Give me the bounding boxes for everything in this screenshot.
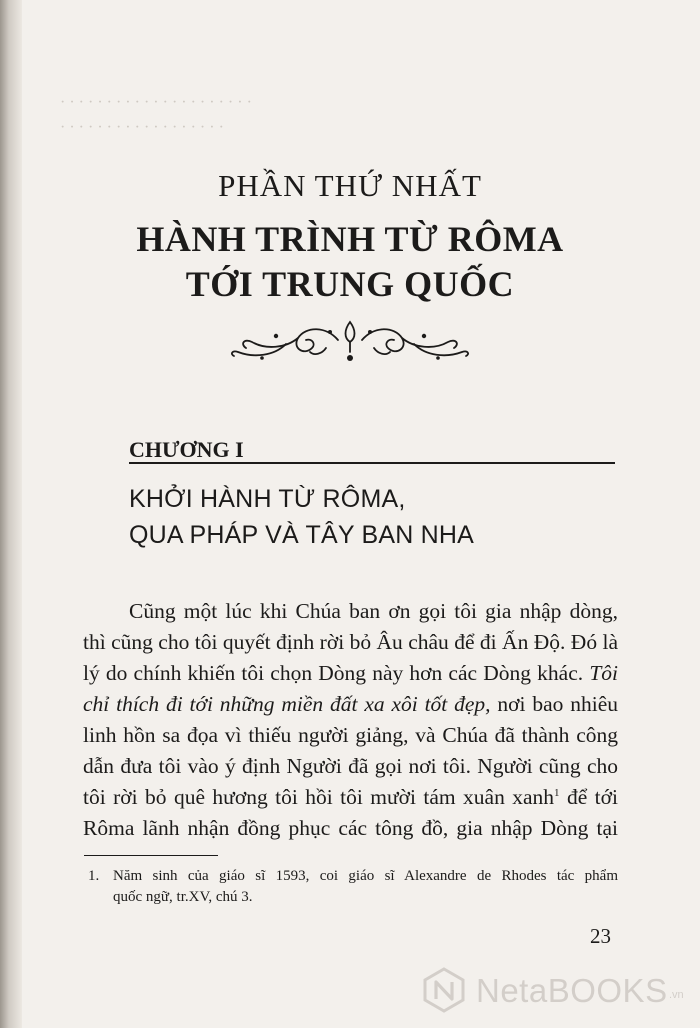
- part-label: PHẦN THỨ NHẤT: [218, 168, 482, 203]
- body-line: [83, 658, 618, 689]
- chapter-title-line-2: QUA PHÁP VÀ TÂY BAN NHA: [129, 521, 475, 549]
- part-title-line-1: HÀNH TRÌNH TỪ RÔMA: [136, 219, 564, 259]
- bleed-through-texture: · · · · · · · · · · · · · · · · · ·: [60, 119, 224, 136]
- footnote-text: [113, 866, 618, 908]
- chapter-label: CHƯƠNG I: [129, 437, 244, 462]
- body-italic-span: chỉ thích đi tới những miền đất xa xôi tốt đẹp,: [83, 692, 491, 716]
- body-paragraph: [83, 596, 618, 844]
- body-line: Cũng một lúc khi Chúa ban ơn gọi tôi gia nhập dòng,: [129, 599, 618, 623]
- body-line: thì cũng cho tôi quyết định rời bỏ Âu châu để đi Ấn Độ. Đó là: [83, 630, 618, 654]
- footnote-number: 1.: [88, 868, 100, 884]
- footnote-line-2: quốc ngữ, tr.XV, chú 3.: [113, 889, 253, 905]
- body-italic-span: Tôi: [589, 661, 618, 685]
- bleed-through-texture: · · · · · · · · · · · · · · · · · · · · ·: [60, 94, 252, 111]
- body-text-span: tôi rời bỏ quê hương tôi hồi tôi mười tám xuân xanh: [83, 785, 555, 809]
- book-gutter-shadow: [0, 0, 22, 1028]
- body-text-span: để tới: [566, 785, 618, 809]
- chapter-title: [129, 481, 629, 553]
- footnote-divider: [84, 855, 218, 856]
- neta-logo-icon: [420, 966, 468, 1014]
- footnote-line-1: Năm sinh của giáo sĩ 1593, coi giáo sĩ Alexandre de Rhodes tác phẩm: [113, 868, 618, 884]
- chapter-divider: [129, 462, 615, 464]
- watermark-suffix: .vn: [669, 989, 684, 1001]
- footnote-reference[interactable]: 1: [554, 786, 560, 799]
- body-text-span: nơi bao nhiêu: [497, 692, 619, 716]
- body-line: Rôma lãnh nhận đồng phục các tông đồ, gia nhập Dòng tại: [83, 816, 618, 840]
- body-text-span: lý do chính khiến tôi chọn Dòng này hơn các Dòng khác.: [83, 661, 584, 685]
- body-line: linh hồn sa đọa vì thiếu người giảng, và Chúa đã thành công: [83, 723, 618, 747]
- body-line: [83, 782, 618, 813]
- page-number: 23: [590, 924, 611, 948]
- part-title-line-2: TỚI TRUNG QUỐC: [185, 264, 515, 304]
- ornament-flourish-icon: [226, 318, 474, 364]
- watermark: [418, 964, 688, 1016]
- chapter-title-line-1: KHỞI HÀNH TỪ RÔMA,: [129, 485, 406, 513]
- watermark-text: NetaBOOKS: [476, 972, 668, 1009]
- body-line: dẫn đưa tôi vào ý định Người đã gọi nơi tôi. Người cũng cho: [83, 754, 618, 778]
- body-line: [83, 689, 618, 720]
